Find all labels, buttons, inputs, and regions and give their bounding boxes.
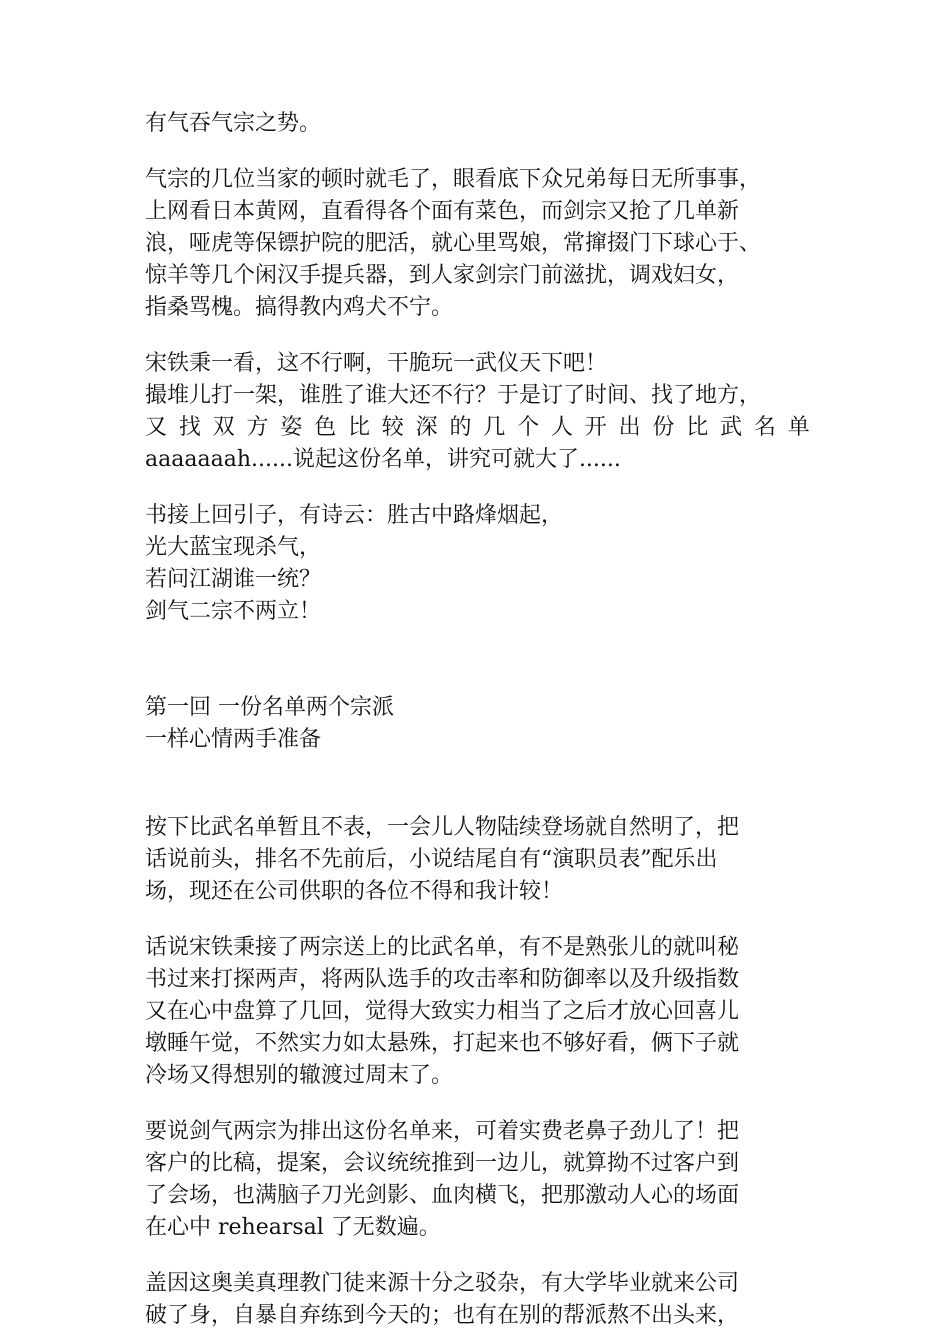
text-line: 按下比武名单暂且不表，一会儿人物陆续登场就自然明了，把 (145, 815, 740, 840)
text-line: 冷场又得想别的辙渡过周末了。 (145, 1063, 454, 1088)
text-line: 在心中 rehearsal 了无数遍。 (145, 1215, 441, 1240)
document-page (145, 108, 810, 1332)
text-line: 浪，哑虎等保镖护院的肥活，就心里骂娘，常撺掇门下球心于、 (145, 231, 762, 256)
poem-line: 书接上回引子，有诗云：胜古中路烽烟起， (145, 503, 564, 528)
text-line: 有气吞气宗之势。 (145, 111, 322, 136)
paragraph-6 (145, 1116, 810, 1244)
chapter-title: 第一回 一份名单两个宗派 (145, 695, 394, 720)
spaced-text-line: 又 找 双 方 姿 色 比 较 深 的 几 个 人 开 出 份 比 武 名 单 (145, 415, 810, 440)
text-line: 破了身，自暴自弃练到今天的；也有在别的帮派熬不出头来， (145, 1303, 740, 1328)
chapter-heading (145, 692, 810, 756)
paragraph-3 (145, 348, 810, 476)
poem-line: 光大蓝宝现杀气， (145, 535, 322, 560)
text-line: aaaaaaah......说起这份名单，讲究可就大了...... (145, 447, 621, 472)
text-line: 墩睡午觉，不然实力如太悬殊，打起来也不够好看，俩下子就 (145, 1031, 740, 1056)
poem-line: 剑气二宗不两立！ (145, 599, 322, 624)
text-line: 要说剑气两宗为排出这份名单来，可着实费老鼻子劲儿了！把 (145, 1119, 740, 1144)
text-line: 书过来打探两声，将两队选手的攻击率和防御率以及升级指数 (145, 967, 740, 992)
chapter-subtitle: 一样心情两手准备 (145, 727, 322, 752)
text-line: 指桑骂槐。搞得教内鸡犬不宁。 (145, 295, 454, 320)
text-line: 上网看日本黄网，直看得各个面有菜色，而剑宗又抢了几单新 (145, 199, 740, 224)
text-line: 话说宋铁秉接了两宗送上的比武名单，有不是熟张儿的就叫秘 (145, 935, 740, 960)
poem (145, 500, 810, 628)
paragraph-7 (145, 1268, 810, 1332)
paragraph-2 (145, 164, 810, 324)
text-line: 宋铁秉一看，这不行啊，干脆玩一武仪天下吧！ (145, 351, 608, 376)
poem-line: 若问江湖谁一统？ (145, 567, 322, 592)
text-line: 惊羊等几个闲汉手提兵器，到人家剑宗门前滋扰，调戏妇女， (145, 263, 740, 288)
paragraph-4 (145, 812, 810, 908)
text-line: 话说前头，排名不先前后，小说结尾自有“演职员表”配乐出 (145, 847, 718, 872)
text-line: 了会场，也满脑子刀光剑影、血肉横飞，把那激动人心的场面 (145, 1183, 740, 1208)
text-line: 气宗的几位当家的顿时就毛了，眼看底下众兄弟每日无所事事， (145, 167, 762, 192)
text-line: 场，现还在公司供职的各位不得和我计较！ (145, 879, 564, 904)
paragraph-5 (145, 932, 810, 1092)
text-line: 盖因这奥美真理教门徒来源十分之驳杂，有大学毕业就来公司 (145, 1271, 740, 1296)
text-line: 又在心中盘算了几回，觉得大致实力相当了之后才放心回喜儿 (145, 999, 740, 1024)
text-line: 客户的比稿，提案，会议统统推到一边儿，就算拗不过客户到 (145, 1151, 740, 1176)
text-line: 撮堆儿打一架，谁胜了谁大还不行？于是订了时间、找了地方， (145, 383, 762, 408)
paragraph-1 (145, 108, 810, 140)
